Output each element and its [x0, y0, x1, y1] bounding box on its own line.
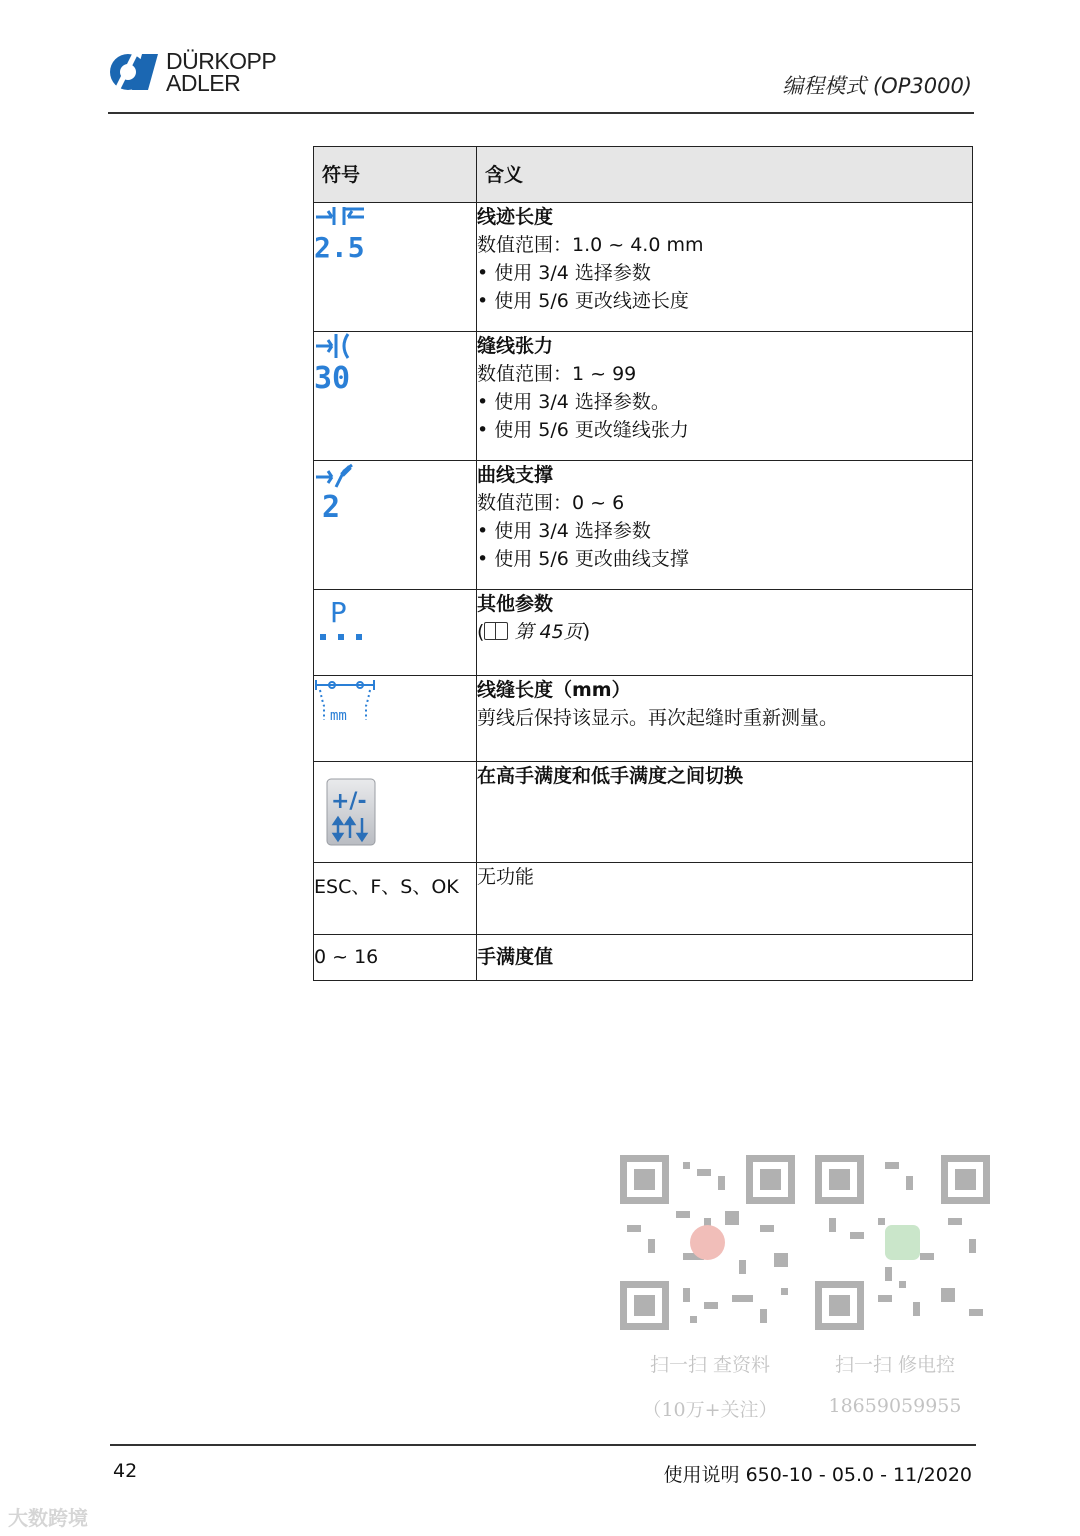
other-parameters-icon — [314, 590, 374, 646]
row-title: 曲线支撑 — [477, 464, 554, 486]
meaning-cell — [477, 935, 973, 981]
bullet-item: • 使用 5/6 更改线迹长度 — [477, 287, 972, 315]
qr-right-caption-1: 扫一扫 修电控 — [834, 1354, 956, 1376]
logo-text — [166, 50, 276, 94]
value-range-symbol: 0 ~ 16 — [314, 946, 379, 968]
qr-code-area — [620, 1155, 990, 1425]
symbol-cell — [314, 863, 477, 935]
key-list: ESC、F、S、OK — [314, 876, 459, 898]
row-description: 剪线后保持该显示。再次起缝时重新测量。 — [477, 707, 839, 729]
bullet-item: • 使用 3/4 选择参数。 — [477, 388, 972, 416]
row-title: 缝线张力 — [477, 335, 554, 357]
meaning-cell — [477, 332, 973, 461]
symbol-cell — [314, 676, 477, 762]
bullet-item: • 使用 5/6 更改曲线支撑 — [477, 545, 972, 573]
symbol-cell — [314, 461, 477, 590]
page-number: 42 — [113, 1460, 138, 1482]
row-title: 线缝长度（mm） — [477, 679, 631, 701]
svg-text:2.5: 2.5 — [314, 231, 365, 259]
brand-line-2: ADLER — [166, 70, 241, 96]
bullet-item: • 使用 3/4 选择参数 — [477, 517, 972, 545]
stitch-length-icon — [314, 203, 374, 259]
meaning-cell — [477, 762, 973, 863]
qr-right-caption-2: 18659059955 — [828, 1395, 962, 1417]
column-header-symbol: 符号 — [314, 147, 477, 203]
ref-open: ( — [477, 621, 485, 643]
svg-text:P: P — [330, 596, 347, 629]
table-row — [314, 762, 973, 863]
row-title: 手满度值 — [477, 946, 554, 968]
reference-page: 第 45页 — [514, 621, 583, 643]
qr-left-caption-1: 扫一扫 查资料 — [649, 1354, 771, 1376]
symbol-cell — [314, 762, 477, 863]
symbol-table — [313, 146, 973, 981]
value-range: 数值范围：1.0 ~ 4.0 mm — [477, 234, 704, 256]
footer-divider — [110, 1444, 976, 1446]
document-reference: 使用说明 650-10 - 05.0 - 11/2020 — [663, 1464, 972, 1486]
table-row — [314, 203, 973, 332]
table-row — [314, 590, 973, 676]
table-header-row — [314, 147, 973, 203]
svg-text:2: 2 — [322, 490, 341, 521]
logo-mark-icon — [108, 50, 160, 94]
symbol-cell — [314, 332, 477, 461]
qr-code-left-icon — [620, 1155, 795, 1330]
brand-line-1: DÜRKOPP — [166, 48, 277, 74]
ref-close: ) — [582, 621, 591, 643]
page-reference — [477, 618, 972, 646]
svg-text:+/-: +/- — [331, 789, 367, 814]
symbol-cell — [314, 590, 477, 676]
table-row — [314, 461, 973, 590]
meaning-cell — [477, 461, 973, 590]
meaning-cell — [477, 590, 973, 676]
table-row — [314, 863, 973, 935]
table-row — [314, 935, 973, 981]
row-title: 其他参数 — [477, 593, 554, 615]
meaning-cell — [477, 863, 973, 935]
curve-support-icon — [314, 461, 374, 521]
thread-tension-icon — [314, 332, 374, 392]
table-row — [314, 332, 973, 461]
section-title: 编程模式 (OP3000) — [782, 74, 972, 98]
meaning-cell — [477, 203, 973, 332]
watermark: 大数跨境 — [8, 1506, 88, 1530]
bullet-item: • 使用 5/6 更改缝线张力 — [477, 416, 972, 444]
value-range: 数值范围：0 ~ 6 — [477, 492, 625, 514]
row-title: 在高手满度和低手满度之间切换 — [477, 765, 744, 787]
seam-length-icon — [314, 676, 380, 732]
symbol-cell — [314, 203, 477, 332]
book-icon — [484, 622, 508, 640]
column-header-meaning: 含义 — [477, 147, 973, 203]
row-description: 无功能 — [477, 866, 535, 888]
header-divider — [108, 112, 974, 114]
svg-text:30: 30 — [314, 361, 351, 392]
durkopp-adler-logo — [108, 50, 288, 98]
symbol-cell — [314, 935, 477, 981]
value-range: 数值范围：1 ~ 99 — [477, 363, 637, 385]
qr-code-right-icon — [815, 1155, 990, 1330]
meaning-cell — [477, 676, 973, 762]
fullness-toggle-icon — [326, 778, 376, 846]
svg-text:mm: mm — [330, 708, 347, 724]
row-title: 线迹长度 — [477, 206, 554, 228]
bullet-item: • 使用 3/4 选择参数 — [477, 259, 972, 287]
table-row — [314, 676, 973, 762]
qr-left-caption-2: （10万+关注） — [642, 1399, 778, 1421]
